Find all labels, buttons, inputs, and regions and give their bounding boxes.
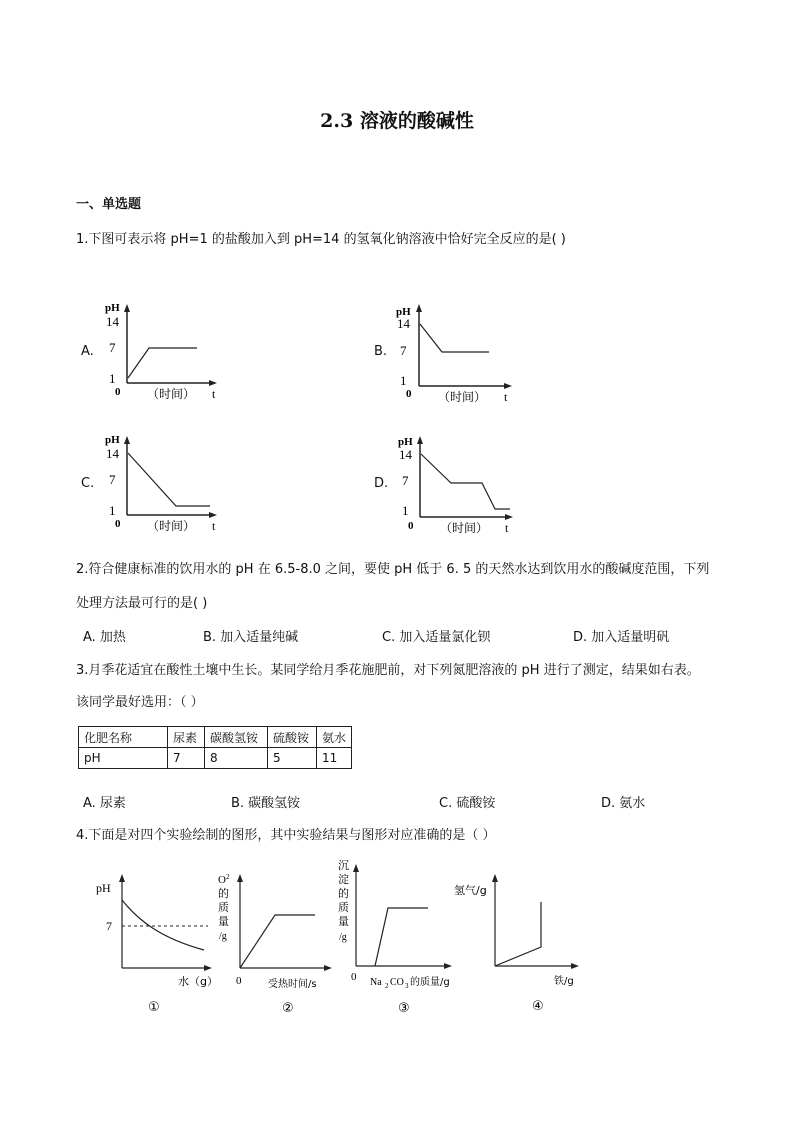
x-caption: （时间） bbox=[147, 387, 196, 401]
svg-text:2: 2 bbox=[385, 982, 389, 990]
svg-text:/g: /g bbox=[219, 931, 227, 942]
svg-text:量: 量 bbox=[218, 915, 229, 928]
q3-option-b: B. 碳酸氢铵 bbox=[231, 796, 301, 811]
table-cell: 8 bbox=[205, 748, 268, 769]
svg-text:2: 2 bbox=[226, 873, 230, 881]
question-4-text: 4.下面是对四个实验绘制的图形，其中实验结果与图形对应准确的是（ ） bbox=[76, 828, 496, 843]
origin-label: 0 bbox=[115, 386, 121, 398]
page-title: 2.3 溶液的酸碱性 bbox=[320, 110, 474, 132]
table-cell: 5 bbox=[268, 748, 317, 769]
table-cell: pH bbox=[79, 748, 168, 769]
q4-graph-4 bbox=[450, 868, 590, 1018]
table-cell: 碳酸氢铵 bbox=[205, 727, 268, 748]
ph-table bbox=[78, 726, 352, 769]
svg-text:0: 0 bbox=[115, 518, 121, 530]
svg-text:（时间）: （时间） bbox=[440, 521, 489, 535]
y-label: 氢气/g bbox=[454, 884, 487, 897]
svg-text:3: 3 bbox=[405, 982, 409, 990]
q1-option-d-label: D. bbox=[374, 476, 389, 491]
svg-text:7: 7 bbox=[400, 343, 407, 358]
question-1-text: 1.下图可表示将 pH=1 的盐酸加入到 pH=14 的氢氧化钠溶液中恰好完全反应的是( ) bbox=[76, 232, 566, 247]
q1-option-a-label: A. bbox=[81, 344, 94, 359]
q3-option-d: D. 氨水 bbox=[601, 796, 646, 811]
svg-text:t: t bbox=[505, 521, 509, 535]
tick-7: 7 bbox=[109, 340, 116, 355]
q1-graph-a bbox=[95, 294, 235, 406]
question-3-line-1: 3.月季花适宜在酸性土壤中生长。某同学给月季花施肥前，对下列氮肥溶液的 pH 进行了测定，结果如右表。 bbox=[76, 663, 700, 678]
table-cell: 11 bbox=[317, 748, 352, 769]
svg-text:t: t bbox=[212, 519, 216, 533]
x-label: 铁/g bbox=[554, 976, 574, 987]
graph-line bbox=[420, 324, 489, 352]
svg-text:淀: 淀 bbox=[338, 873, 349, 886]
graph-number: ② bbox=[282, 1001, 294, 1016]
svg-text:质: 质 bbox=[338, 901, 349, 914]
section-heading: 一、单选题 bbox=[76, 197, 142, 212]
table-cell: 化肥名称 bbox=[79, 727, 168, 748]
q4-graph-2 bbox=[210, 868, 340, 1018]
svg-text:pH: pH bbox=[105, 434, 120, 446]
table-cell: 7 bbox=[168, 748, 205, 769]
graph-curve bbox=[122, 900, 204, 950]
graph-number: ① bbox=[148, 1000, 160, 1015]
q2-option-d: D. 加入适量明矾 bbox=[573, 630, 670, 645]
svg-text:的: 的 bbox=[338, 887, 349, 900]
question-2-line-2: 处理方法最可行的是( ) bbox=[76, 596, 208, 611]
table-row bbox=[79, 748, 352, 769]
svg-text:7: 7 bbox=[109, 472, 116, 487]
graph-line bbox=[495, 902, 541, 966]
svg-text:的: 的 bbox=[218, 887, 229, 900]
svg-text:14: 14 bbox=[106, 446, 119, 461]
q2-option-a: A. 加热 bbox=[83, 630, 126, 645]
x-label: 水（g） bbox=[178, 975, 218, 988]
y-label: pH bbox=[105, 302, 120, 314]
ref-label: 7 bbox=[106, 919, 112, 933]
svg-text:t: t bbox=[504, 390, 508, 404]
svg-text:（时间）: （时间） bbox=[147, 519, 196, 533]
question-2-line-1: 2.符合健康标准的饮用水的 pH 在 6.5-8.0 之间，要使 pH 低于 6. 5 的天然水达到饮用水的酸碱度范围，下列 bbox=[76, 562, 710, 577]
svg-text:量: 量 bbox=[338, 915, 349, 928]
question-3-line-2: 该同学最好选用：（ ） bbox=[76, 695, 204, 710]
table-cell: 硫酸铵 bbox=[268, 727, 317, 748]
q1-option-b-label: B. bbox=[374, 344, 388, 359]
svg-text:14: 14 bbox=[399, 447, 412, 462]
x-label: 受热时间/s bbox=[268, 979, 317, 990]
svg-text:14: 14 bbox=[397, 316, 410, 331]
svg-text:0: 0 bbox=[406, 388, 412, 400]
graph-line bbox=[421, 454, 510, 509]
q1-graph-c bbox=[95, 426, 235, 538]
svg-text:CO: CO bbox=[390, 977, 404, 988]
svg-text:7: 7 bbox=[402, 473, 409, 488]
svg-text:pH: pH bbox=[396, 306, 411, 318]
q2-option-b: B. 加入适量纯碱 bbox=[203, 630, 299, 645]
table-cell: 尿素 bbox=[168, 727, 205, 748]
origin-label: 0 bbox=[236, 975, 242, 987]
tick-14: 14 bbox=[106, 314, 119, 329]
q3-option-c: C. 硫酸铵 bbox=[439, 796, 496, 811]
svg-text:1: 1 bbox=[402, 503, 409, 518]
q4-graph-1 bbox=[90, 868, 220, 1018]
q4-graph-3 bbox=[330, 858, 470, 1018]
table-cell: 氨水 bbox=[317, 727, 352, 748]
x-var: t bbox=[212, 387, 216, 401]
q1-graph-d bbox=[388, 426, 528, 538]
tick-1: 1 bbox=[109, 371, 116, 386]
table-header-row bbox=[79, 727, 352, 748]
origin-label: 0 bbox=[351, 971, 357, 983]
svg-text:的质量/g: 的质量/g bbox=[410, 977, 450, 988]
q1-option-c-label: C. bbox=[81, 476, 95, 491]
x-label-na: Na bbox=[370, 977, 382, 988]
svg-text:1: 1 bbox=[109, 503, 116, 518]
q1-graph-b bbox=[388, 294, 528, 406]
graph-line bbox=[128, 348, 197, 378]
q3-option-a: A. 尿素 bbox=[83, 796, 126, 811]
graph-line bbox=[375, 908, 428, 966]
svg-text:0: 0 bbox=[408, 520, 414, 532]
graph-line bbox=[240, 915, 315, 968]
graph-number: ④ bbox=[532, 999, 544, 1014]
svg-text:沉: 沉 bbox=[338, 859, 349, 872]
svg-text:（时间）: （时间） bbox=[438, 390, 487, 404]
svg-text:/g: /g bbox=[339, 932, 347, 943]
y-label: pH bbox=[96, 881, 111, 895]
svg-text:pH: pH bbox=[398, 436, 413, 448]
y-label-char: O bbox=[218, 874, 226, 886]
graph-line bbox=[128, 453, 210, 506]
svg-text:1: 1 bbox=[400, 373, 407, 388]
svg-text:质: 质 bbox=[218, 901, 229, 914]
q2-option-c: C. 加入适量氯化钡 bbox=[382, 630, 491, 645]
graph-number: ③ bbox=[398, 1001, 410, 1016]
